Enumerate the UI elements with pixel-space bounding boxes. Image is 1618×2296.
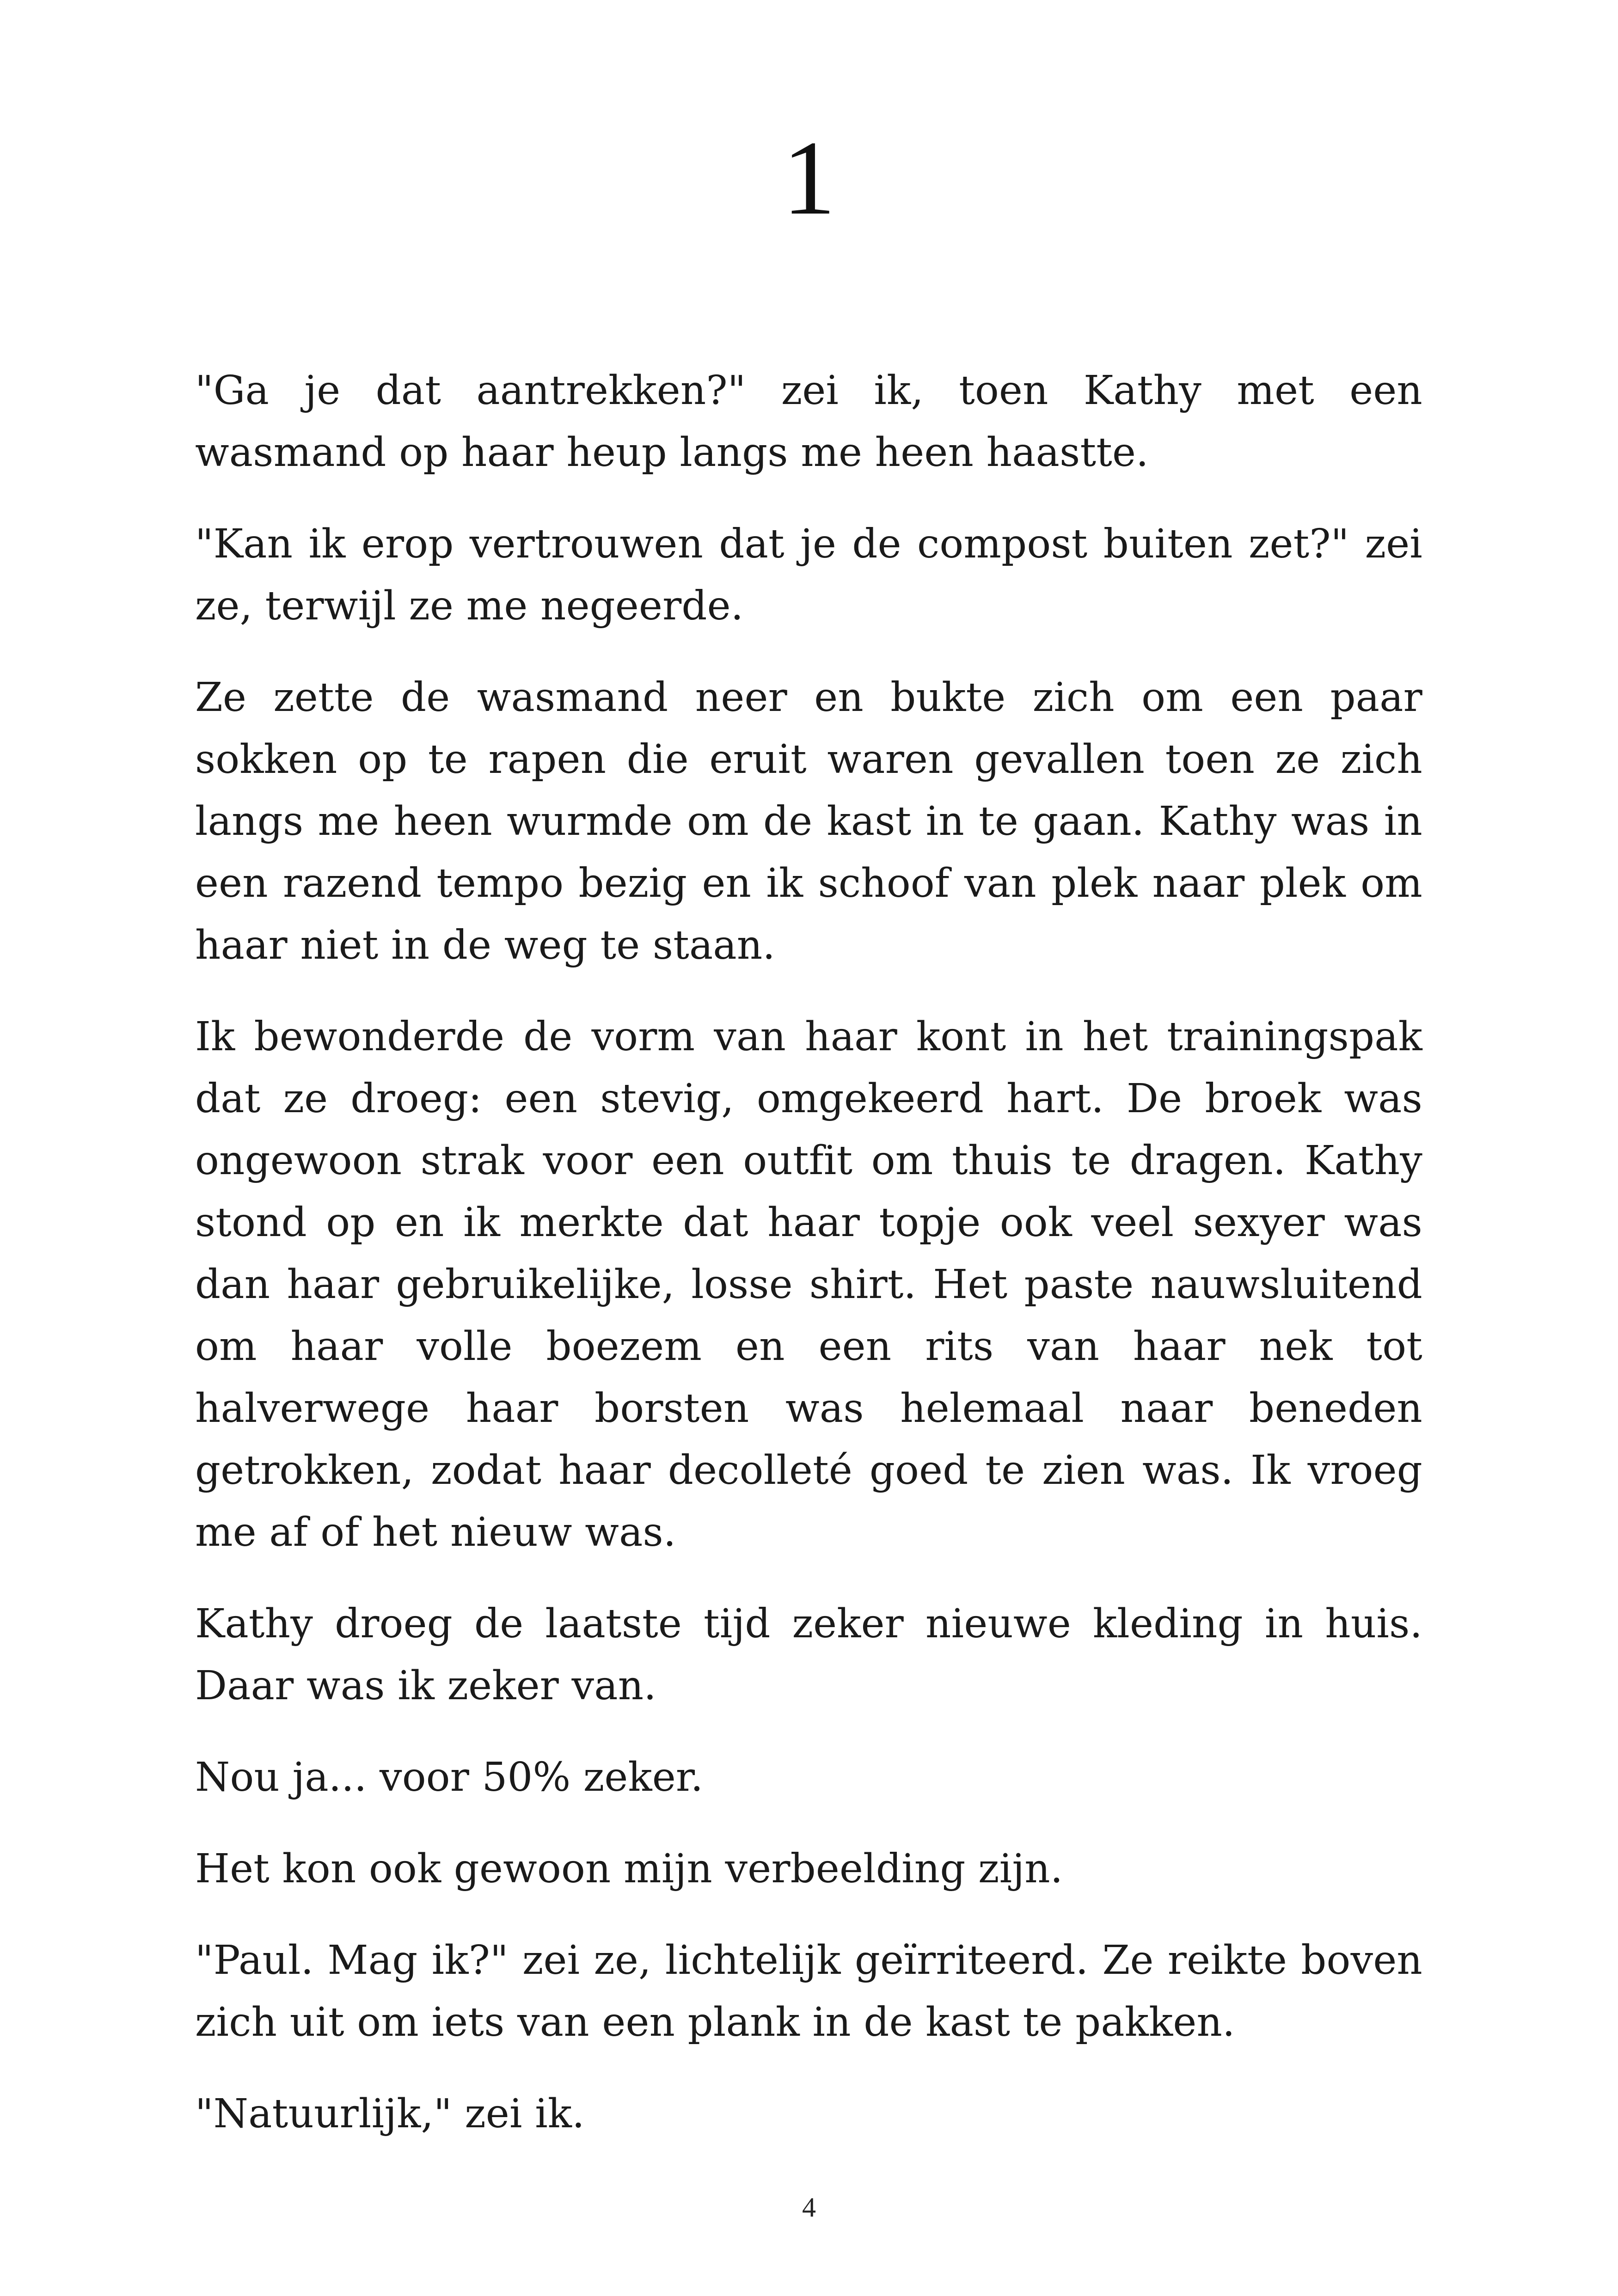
paragraph: Nou ja... voor 50% zeker. [195,1754,704,1800]
chapter-number: 1 [782,119,836,237]
paragraph: Kathy droeg de laatste tijd zeker nieuwe kleding in huis. Daar was ik zeker van. [195,1601,1422,1709]
paragraph: "Paul. Mag ik?" zei ze, lichtelijk geïrriteerd. Ze reikte boven zich uit om iets van een plank in de kast te pakken. [195,1937,1422,2045]
chapter-body [195,360,1422,2174]
paragraph: "Ga je dat aantrekken?" zei ik, toen Kathy met een wasmand op haar heup langs me heen haastte. [195,367,1422,476]
paragraph: Ze zette de wasmand neer en bukte zich om een paar sokken op te rapen die eruit waren gevallen toen ze zich langs me heen wurmde om de kast in te gaan. Kathy was in een razend tempo bezig en ik schoof van plek naar plek om haar niet in de weg te staan. [195,674,1422,968]
page-number: 4 [802,2192,816,2223]
paragraph: "Kan ik erop vertrouwen dat je de compost buiten zet?" zei ze, terwijl ze me negeerde. [195,521,1422,629]
paragraph: Het kon ook gewoon mijn verbeelding zijn. [195,1846,1063,1892]
paragraph: Ik bewonderde de vorm van haar kont in het trainingspak dat ze droeg: een stevig, omgekeerd hart. De broek was ongewoon strak voor een outfit om thuis te dragen. Kathy stond op en ik merkte dat haar topje ook veel sexyer was dan haar gebruikelijke, losse shirt. Het paste nauwsluitend om haar volle boezem en een rits van haar nek tot halverwege haar borsten was helemaal naar beneden getrokken, zodat haar decolleté goed te zien was. Ik vroeg me af of het nieuw was. [195,1014,1422,1555]
paragraph: "Natuurlijk," zei ik. [195,2091,585,2137]
